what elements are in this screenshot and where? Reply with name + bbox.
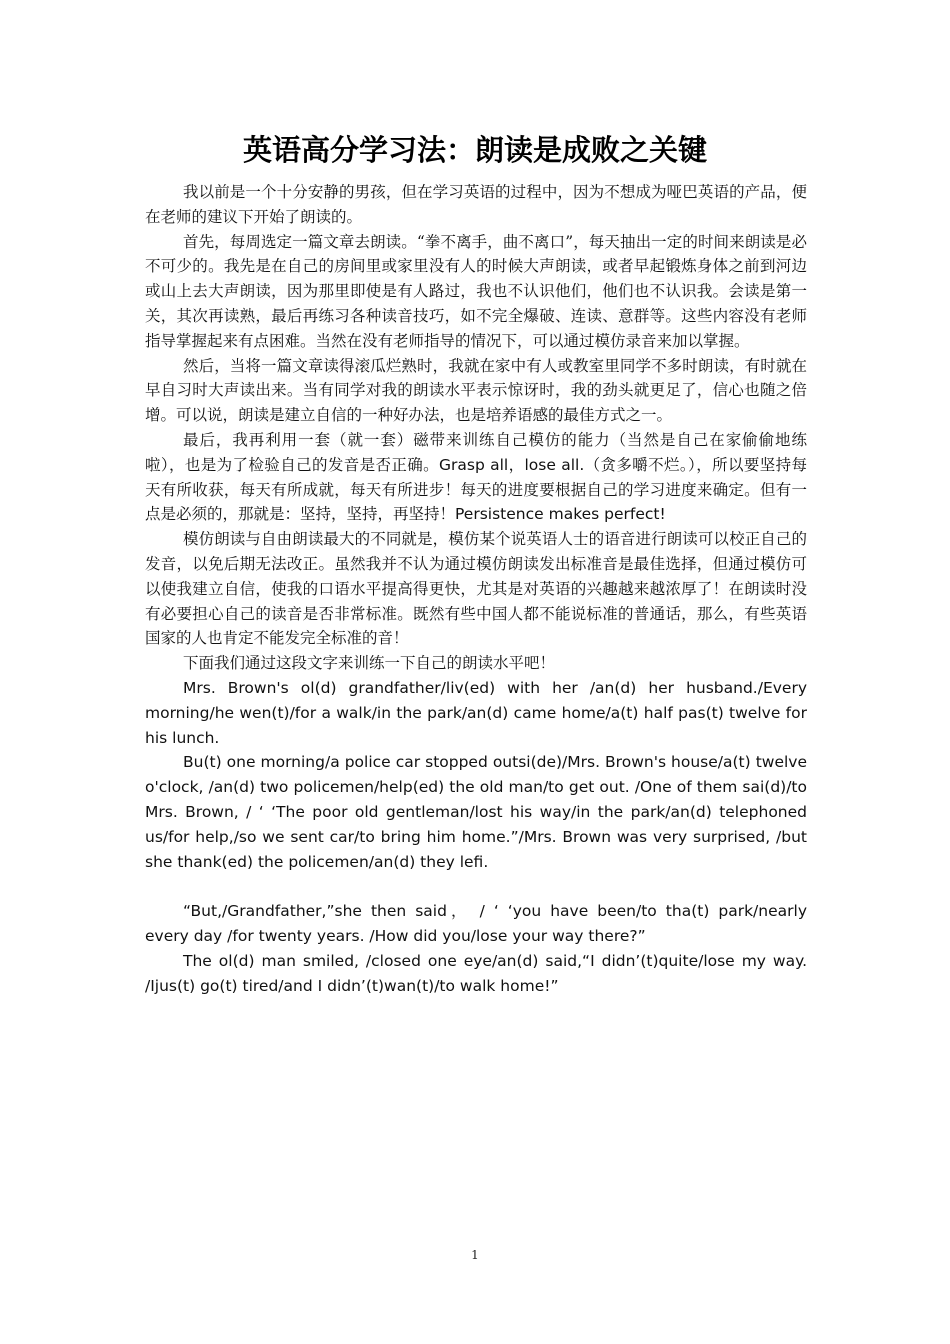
page-number: 1 [471, 1248, 479, 1262]
paragraph-then: 然后，当将一篇文章读得滚瓜烂熟时，我就在家中有人或教室里同学不多时朗读，有时就在早自习时大声读出来。当有同学对我的朗读水平表示惊讶时，我的劲头就更足了，信心也随之倍增。可以说，朗读是建立自信的一种好办法，也是培养语感的最佳方式之一。 [145, 356, 807, 425]
document-body [145, 180, 807, 998]
paragraph-finally [145, 428, 807, 527]
persistence-phrase: Persistence makes perfect! [455, 505, 666, 524]
paragraph-practice-intro: 下面我们通过这段文字来训练一下自己的朗读水平吧！ [183, 654, 556, 673]
english-passage-3: “But,/Grandfather,”she then said， / ‘ ‘you have been/to tha(t) park/nearly every day /for twenty years. /How did you/lose your way there?” [145, 902, 807, 945]
paragraph-finally-part-a: 最后，我再利用一套（就一套）磁带来训练自己模仿的能力（当然是自己在家偷偷地练啦），也是为了检验自己的发音是否正确。 [145, 430, 807, 474]
document-title: 英语高分学习法：朗读是成败之关键 [242, 133, 707, 167]
paragraph-gap [145, 874, 807, 899]
grasp-all-phrase: Grasp all，lose all. [439, 455, 585, 474]
paragraph-first-step: 首先，每周选定一篇文章去朗读。“拳不离手，曲不离口”，每天抽出一定的时间来朗读是必不可少的。我先是在自己的房间里或家里没有人的时候大声朗读，或者早起锻炼身体之前到河边或山上去大声朗读，因为那里即使是有人路过，我也不认识他们，他们也不认识我。会读是第一关，其次再读熟，最后再练习各种读音技巧，如不完全爆破、连读、意群等。这些内容没有老师指导掌握起来有点困难。当然在没有老师指导的情况下，可以通过模仿录音来加以掌握。 [145, 232, 807, 350]
paragraph-intro: 我以前是一个十分安静的男孩，但在学习英语的过程中，因为不想成为哑巴英语的产品，便在老师的建议下开始了朗读的。 [145, 183, 807, 226]
paragraph-finally-part-b: （贪多嚼不烂。），所以要坚持每天有所收获，每天有所成就，每天有所进步！每天的进度要根据自己的学习进度来确定。但有一点是必须的，那就是：坚持，坚持，再坚持！ [145, 455, 807, 524]
english-passage-4: The ol(d) man smiled, /closed one eye/an(d) said,“I didn’(t)quite/lose my way. /Ijus(t) go(t) tired/and I didn’(t)wan(t)/to walk home!” [145, 951, 807, 995]
paragraph-imitation: 模仿朗读与自由朗读最大的不同就是，模仿某个说英语人士的语音进行朗读可以校正自己的发音，以免后期无法改正。虽然我并不认为通过模仿朗读发出标准音是最佳选择，但通过模仿可以使我建立自信，使我的口语水平提高得更快，尤其是对英语的兴趣越来越浓厚了！在朗读时没有必要担心自己的读音是否非常标准。既然有些中国人都不能说标准的普通话，那么，有些英语国家的人也肯定不能发完全标准的音！ [145, 530, 807, 648]
english-passage-1: Mrs. Brown's ol(d) grandfather/liv(ed) with her /an(d) her husband./Every morning/he wen(t)/for a walk/in the park/an(d) came home/a(t) half pas(t) twelve for his lunch. [145, 678, 807, 747]
english-passage-2: Bu(t) one morning/a police car stopped outsi(de)/Mrs. Brown's house/a(t) twelve o'clock, /an(d) two policemen/help(ed) the old man/to get out. /One of them sai(d)/to Mrs. Brown, / ‘ ‘The poor old gentleman/lost his way/in the park/an(d) telephoned us/for help,/so we sent car/to bring him home.”/Mrs. Brown was very surprised, /but she thank(ed) the policemen/an(d) they lefi. [145, 753, 807, 871]
